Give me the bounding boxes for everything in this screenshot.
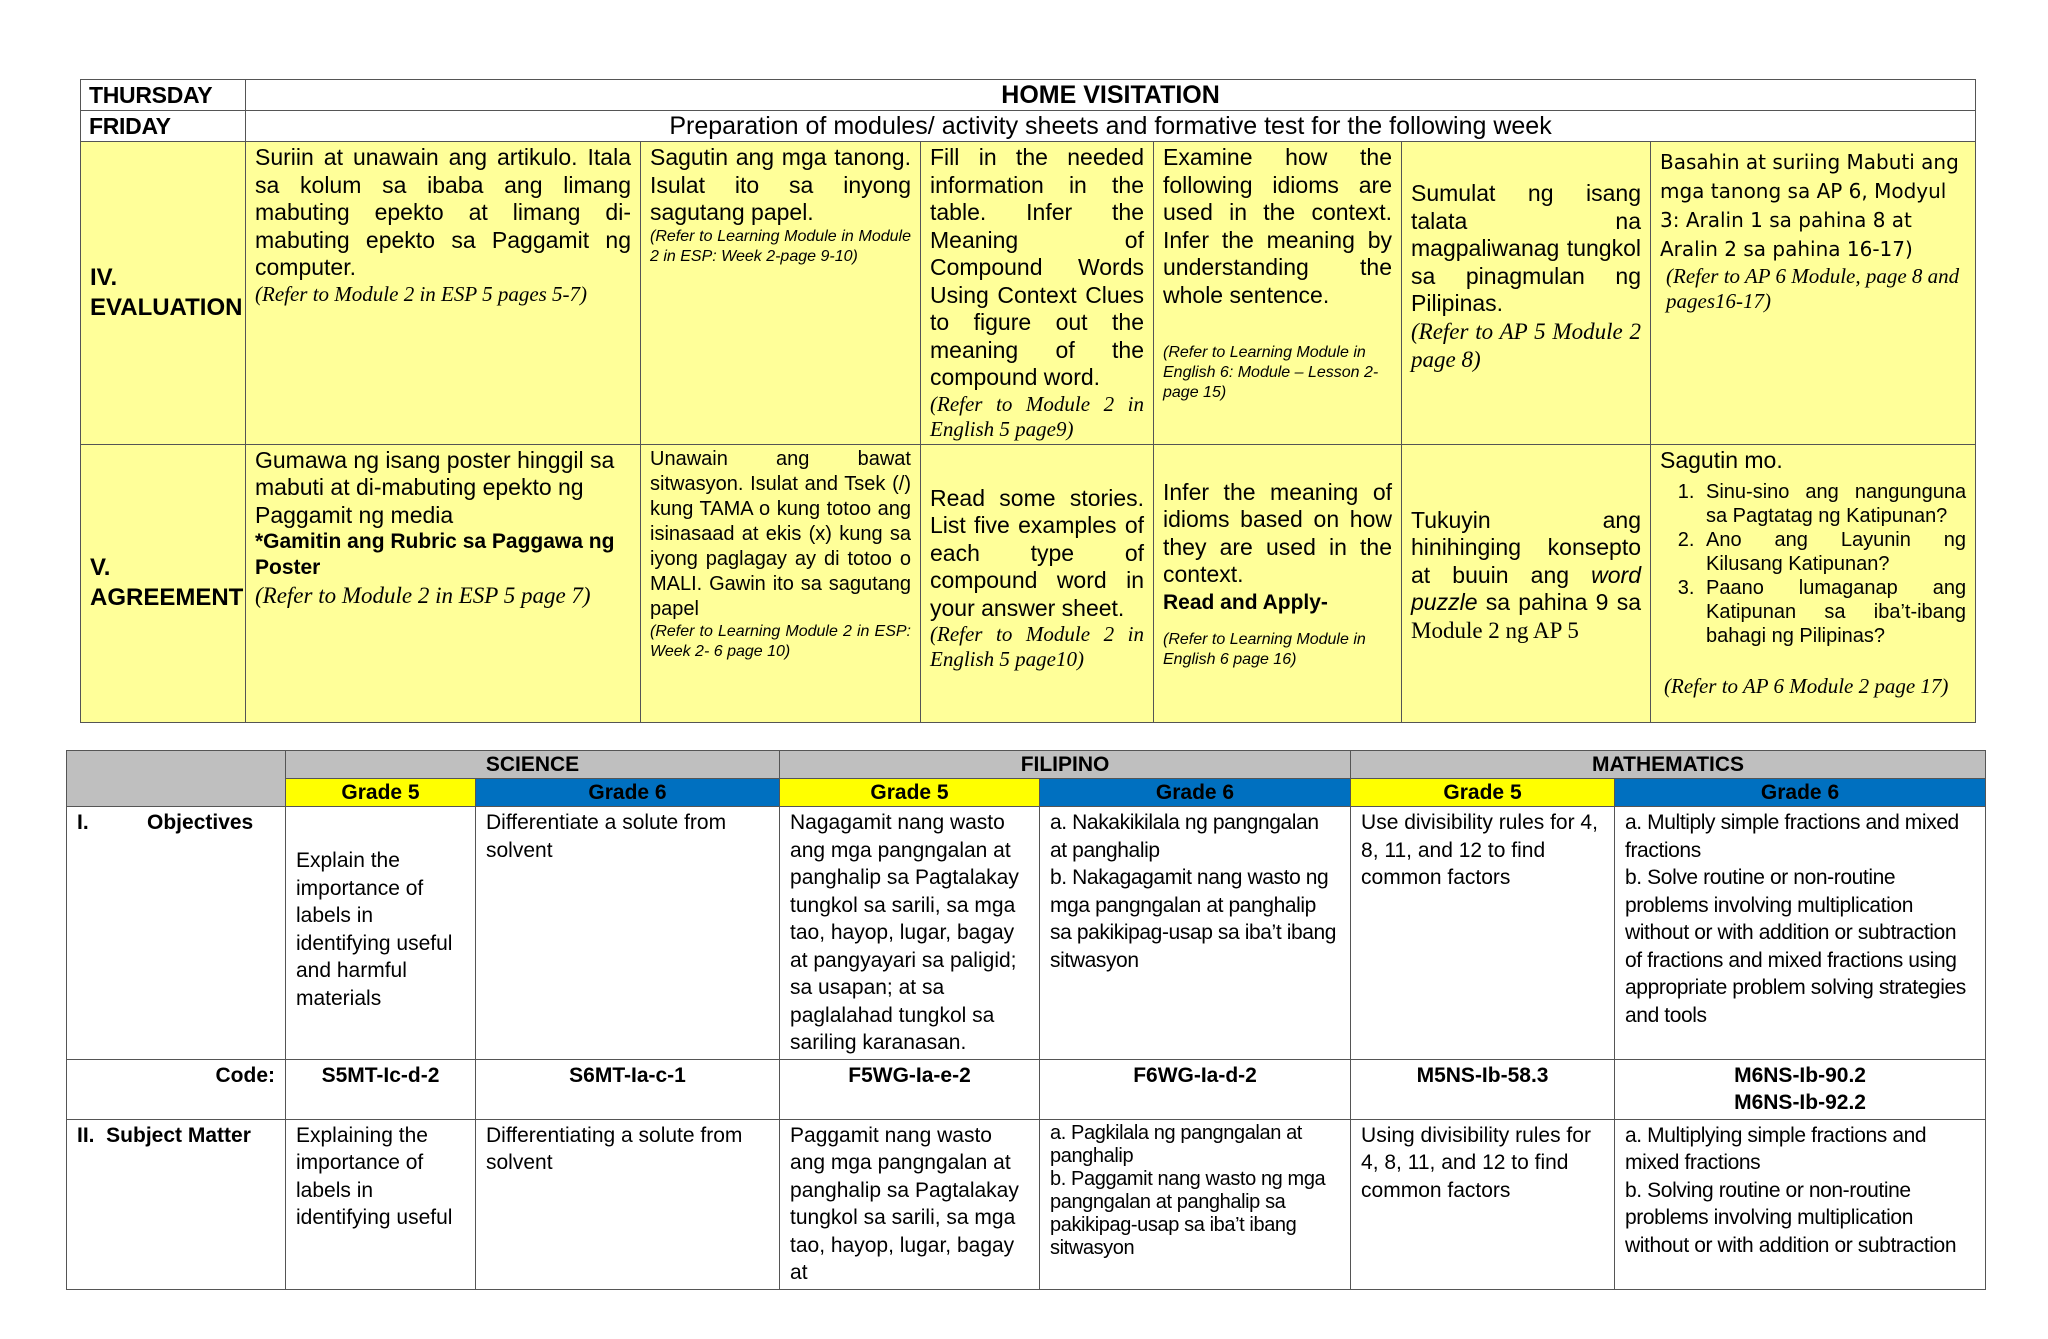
evaluation-ap6-ref: (Refer to AP 6 Module, page 8 and pages16-17) xyxy=(1666,264,1960,313)
evaluation-esp6 xyxy=(641,142,921,445)
agreement-row xyxy=(81,444,1976,722)
evaluation-row xyxy=(81,142,1976,445)
agreement-english6-text: Infer the meaning of idioms based on how they are used in the context. xyxy=(1163,478,1392,587)
agreement-esp5 xyxy=(246,444,641,722)
filipino-grade6-header: Grade 6 xyxy=(1040,779,1351,807)
thursday-row xyxy=(81,80,1976,111)
evaluation-english5-text: Fill in the needed information in the table. Infer the Meaning of Compound Words Using Context Clues to figure out the meaning of the compound word. xyxy=(930,144,1144,390)
evaluation-esp5-text: Suriin at unawain ang artikulo. Itala sa kolum sa ibaba ang limang mabuting epekto at limang di-mabuting epekto sa Paggamit ng computer. xyxy=(255,144,631,280)
objectives-filipino6-b: b. Nakagagamit nang wasto ng mga pangngalan at panghalip sa pakikipag-usap sa iba’t ibang sitwasyon xyxy=(1050,866,1337,972)
agreement-ap6-questions xyxy=(1660,480,1966,648)
agreement-esp6-text: Unawain ang bawat sitwasyon. Isulat and Tsek (/) kung TAMA o kung totoo ang isinasaad at ekis (x) kung sa iyong paglagay ay di totoo o MALI. Gawin ito sa sagutang papel xyxy=(650,447,911,620)
mathematics-header: MATHEMATICS xyxy=(1351,751,1986,779)
friday-activity: Preparation of modules/ activity sheets and formative test for the following week xyxy=(246,111,1976,142)
agreement-title: AGREEMENT xyxy=(90,584,244,611)
evaluation-ap5-text: Sumulat ng isang talata na magpaliwanag tungkol sa pinagmulan ng Pilipinas. xyxy=(1411,180,1641,316)
code-label: Code: xyxy=(67,1059,286,1119)
subject-matter-label: II. Subject Matter xyxy=(67,1119,286,1289)
agreement-ap6-question: 3. Paano lumaganap ang Katipunan sa iba’t-ibang bahagi ng Pilipinas? xyxy=(1700,576,1966,648)
filipino-header: FILIPINO xyxy=(780,751,1351,779)
agreement-ap5 xyxy=(1402,444,1651,722)
subject-matter-math6-a: a. Multiplying simple fractions and mixed fractions xyxy=(1625,1123,1927,1174)
objectives-math5: Use divisibility rules for 4, 8, 11, and 12 to find common factors xyxy=(1351,807,1615,1060)
evaluation-number: IV. xyxy=(90,263,118,291)
objectives-science5: Explain the importance of labels in identifying useful and harmful materials xyxy=(286,807,476,1060)
code-math5: M5NS-Ib-58.3 xyxy=(1351,1059,1615,1119)
thursday-label: THURSDAY xyxy=(81,80,246,111)
subject-matter-filipino6-a: a. Pagkilala ng pangngalan at panghalip xyxy=(1050,1121,1302,1167)
code-math6-first: M6NS-Ib-90.2 xyxy=(1734,1063,1866,1087)
weekly-plan-table xyxy=(80,79,1976,723)
agreement-esp5-bold: *Gamitin ang Rubric sa Paggawa ng Poster xyxy=(255,530,615,579)
subject-matter-filipino6 xyxy=(1040,1119,1351,1289)
code-math6-second: M6NS-Ib-92.2 xyxy=(1734,1091,1866,1114)
agreement-ap6-question: 2. Ano ang Layunin ng Kilusang Katipunan? xyxy=(1700,528,1966,576)
evaluation-english6-text: Examine how the following idioms are used in the context. Infer the meaning by understanding the whole sentence. xyxy=(1163,144,1392,308)
grade-header-row xyxy=(67,779,1986,807)
agreement-number: V. xyxy=(90,554,111,581)
subject-header-row xyxy=(67,751,1986,779)
filipino-grade5-header: Grade 5 xyxy=(780,779,1040,807)
agreement-esp5-text: Gumawa ng isang poster hinggil sa mabuti at di-mabuting epekto ng Paggamit ng media xyxy=(255,446,615,528)
subject-matter-science6: Differentiating a solute from solvent xyxy=(476,1119,780,1289)
subject-matter-math6 xyxy=(1615,1119,1986,1289)
corner-cell xyxy=(67,751,286,807)
science-header: SCIENCE xyxy=(286,751,780,779)
subject-matter-math5: Using divisibility rules for 4, 8, 11, and 12 to find common factors xyxy=(1351,1119,1615,1289)
agreement-english6-bold: Read and Apply- xyxy=(1163,590,1328,614)
code-math6 xyxy=(1615,1059,1986,1119)
subject-matter-math6-b: b. Solving routine or non-routine problems involving multiplication without or with addition or subtraction xyxy=(1625,1178,1957,1257)
evaluation-title: EVALUATION xyxy=(90,293,243,321)
agreement-ap5-module: Module 2 ng AP 5 xyxy=(1411,617,1579,643)
math-grade5-header: Grade 5 xyxy=(1351,779,1615,807)
evaluation-label xyxy=(81,142,246,445)
objectives-filipino5: Nagagamit nang wasto ang mga pangngalan at panghalip sa Pagtalakay tungkol sa sarili, sa mga tao, hayop, lugar, bagay at pangyayari sa paligid; sa usapan; at sa paglalahad tungkol sa sariling karanasan. xyxy=(780,807,1040,1060)
agreement-label xyxy=(81,444,246,722)
agreement-english5-ref: (Refer to Module 2 in English 5 page10) xyxy=(930,622,1144,671)
science-grade5-header: Grade 5 xyxy=(286,779,476,807)
science-grade6-header: Grade 6 xyxy=(476,779,780,807)
evaluation-ap6 xyxy=(1651,142,1976,445)
agreement-ap6 xyxy=(1651,444,1976,722)
objectives-filipino6-a: a. Nakakikilala ng pangngalan at panghalip xyxy=(1050,811,1319,862)
agreement-ap6-question: 1. Sinu-sino ang nangunguna sa Pagtatag ng Katipunan? xyxy=(1700,480,1966,528)
agreement-ap5-text: Tukuyin ang hinihinging konsepto at buuin ang xyxy=(1411,506,1641,588)
subject-objectives-table xyxy=(66,750,1986,1290)
evaluation-ap5 xyxy=(1402,142,1651,445)
evaluation-english6-ref: (Refer to Learning Module in English 6: Module – Lesson 2-page 15) xyxy=(1163,344,1379,401)
code-science6: S6MT-Ia-c-1 xyxy=(476,1059,780,1119)
agreement-english5 xyxy=(921,444,1154,722)
agreement-english6-ref: (Refer to Learning Module in English 6 page 16) xyxy=(1163,631,1366,668)
code-science5: S5MT-Ic-d-2 xyxy=(286,1059,476,1119)
objectives-math6-a: a. Multiply simple fractions and mixed fractions xyxy=(1625,811,1959,862)
subject-matter-science5: Explaining the importance of labels in identifying useful xyxy=(286,1119,476,1289)
code-row xyxy=(67,1059,1986,1119)
objectives-row xyxy=(67,807,1986,1060)
agreement-esp6 xyxy=(641,444,921,722)
subject-matter-filipino5: Paggamit nang wasto ang mga pangngalan at panghalip sa Pagtalakay tungkol sa sarili, sa mga tao, hayop, lugar, bagay at xyxy=(780,1119,1040,1289)
objectives-science6: Differentiate a solute from solvent xyxy=(476,807,780,1060)
subject-matter-row xyxy=(67,1119,1986,1289)
evaluation-esp6-ref: (Refer to Learning Module in Module 2 in ESP: Week 2-page 9-10) xyxy=(650,227,911,265)
evaluation-english5-ref: (Refer to Module 2 in English 5 page9) xyxy=(930,391,1144,441)
evaluation-esp6-text: Sagutin ang mga tanong. Isulat ito sa inyong sagutang papel. xyxy=(650,144,911,225)
objectives-label: I. Objectives xyxy=(67,807,286,1060)
agreement-ap5-italic: word puzzle xyxy=(1411,561,1641,615)
evaluation-ap6-text: Basahin at suriing Mabuti ang mga tanong sa AP 6, Modyul 3: Aralin 1 sa pahina 8 at Aralin 2 sa pahina 16-17) xyxy=(1660,150,1959,261)
evaluation-esp5 xyxy=(246,142,641,445)
friday-row xyxy=(81,111,1976,142)
evaluation-english5 xyxy=(921,142,1154,445)
friday-label: FRIDAY xyxy=(81,111,246,142)
evaluation-esp5-ref: (Refer to Module 2 in ESP 5 pages 5-7) xyxy=(255,281,588,306)
evaluation-ap5-ref: (Refer to AP 5 Module 2 page 8) xyxy=(1411,318,1641,372)
agreement-ap5-mid: sa pahina 9 sa xyxy=(1485,589,1641,615)
agreement-english5-text: Read some stories. List five examples of each type of compound word in your answer sheet. xyxy=(930,484,1144,621)
thursday-activity: HOME VISITATION xyxy=(246,80,1976,111)
math-grade6-header: Grade 6 xyxy=(1615,779,1986,807)
code-filipino6: F6WG-Ia-d-2 xyxy=(1040,1059,1351,1119)
agreement-ap6-ref: (Refer to AP 6 Module 2 page 17) xyxy=(1664,674,1949,698)
objectives-filipino6 xyxy=(1040,807,1351,1060)
evaluation-english6 xyxy=(1154,142,1402,445)
objectives-math6-b: b. Solve routine or non-routine problems involving multiplication without or with addition or subtraction of fractions and mixed fractions using appropriate problem solving strategies and tools xyxy=(1625,866,1966,1027)
subject-matter-filipino6-b: b. Paggamit nang wasto ng mga pangngalan at panghalip sa pakikipag-usap sa iba’t ibang sitwasyon xyxy=(1050,1167,1326,1259)
agreement-esp5-ref: (Refer to Module 2 in ESP 5 page 7) xyxy=(255,583,591,608)
objectives-math6 xyxy=(1615,807,1986,1060)
agreement-ap6-intro: Sagutin mo. xyxy=(1660,446,1783,473)
code-filipino5: F5WG-Ia-e-2 xyxy=(780,1059,1040,1119)
agreement-english6 xyxy=(1154,444,1402,722)
agreement-esp6-ref: (Refer to Learning Module 2 in ESP: Week 2- 6 page 10) xyxy=(650,622,911,660)
